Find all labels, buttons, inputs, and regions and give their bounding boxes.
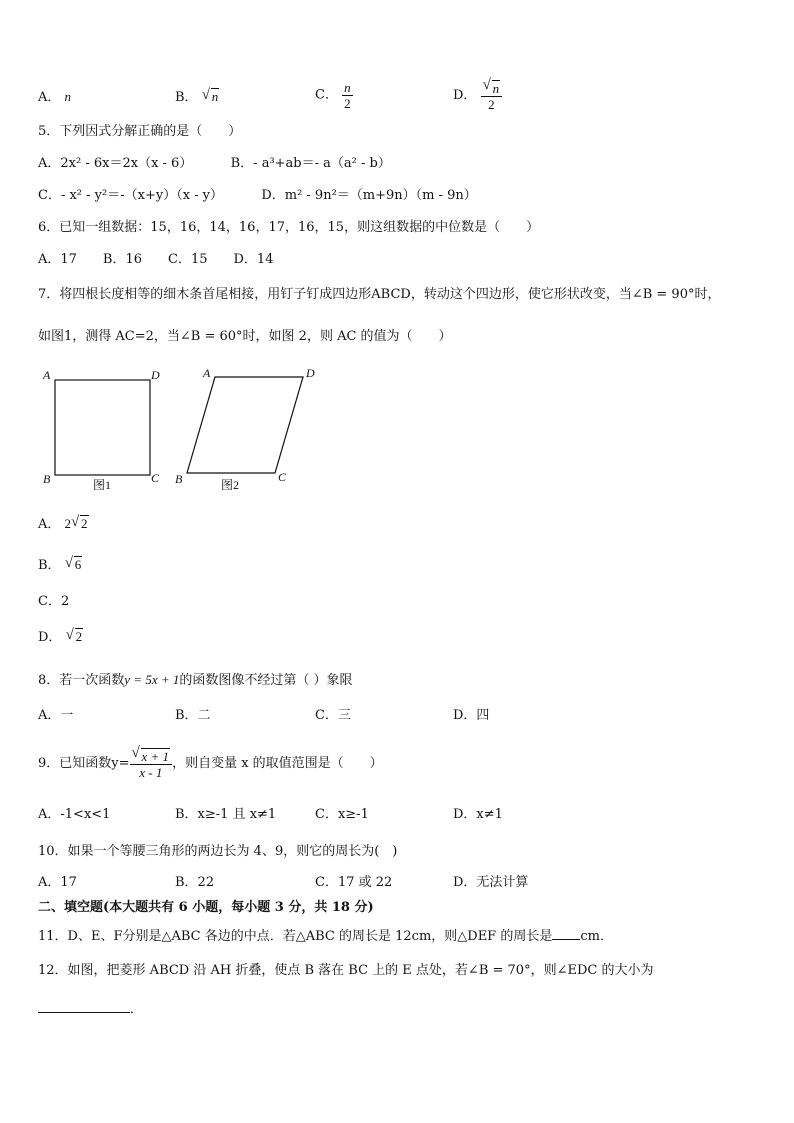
denominator: 2: [488, 97, 495, 112]
q12-stem: 12．如图，把菱形 ABCD 沿 AH 折叠，使点 B 落在 BC 上的 E 点处，若∠B = 70°，则∠EDC 的大小为: [38, 963, 654, 978]
q9-stem-pre: 9．已知函数y=: [38, 756, 130, 771]
q8-stem-post: 的函数图像不经过第（ ）象限: [179, 673, 353, 688]
q7-figures: [38, 365, 328, 495]
q7-stem-line1: 7．将四根长度相等的细木条首尾相接，用钉子钉成四边形ABCD，转动这个四边形，使它形状改变，当∠B = 90°时，: [38, 287, 721, 302]
option-label: B．: [175, 90, 198, 105]
fig2-vertex-c: C: [278, 470, 287, 484]
answer-blank[interactable]: [38, 1000, 130, 1013]
option-label: D．: [38, 630, 62, 645]
fig2-rhombus: [187, 377, 303, 473]
fig2-vertex-b: B: [175, 472, 183, 486]
fraction: [342, 80, 353, 111]
answer-blank[interactable]: [552, 927, 580, 940]
sqrt: √ 6: [64, 555, 82, 572]
fig1-vertex-b: B: [43, 472, 51, 486]
numerator: [481, 77, 503, 97]
q5-option-d: D．m² - 9n²＝（m+9n）（m - 9n）: [261, 188, 477, 203]
q7-option-b: [38, 556, 82, 575]
option-math: n: [64, 89, 72, 104]
numerator: n: [344, 80, 351, 95]
radicand: n: [492, 81, 500, 96]
q5-option-c: C．- x² - y²＝-（x+y）（x - y）: [38, 188, 224, 203]
q8-option-c: C．三: [315, 708, 351, 723]
q9-fraction: [130, 744, 173, 780]
fig2-vertex-d: D: [306, 366, 315, 380]
option-label: B．: [38, 558, 61, 573]
q8-option-a: A．一: [38, 708, 74, 723]
coefficient: 2: [64, 516, 72, 531]
option-label: C．: [315, 87, 338, 103]
fig1-vertex-d: D: [151, 368, 160, 382]
numerator: [130, 744, 173, 765]
q8-option-d: D．四: [453, 708, 490, 723]
radicand: 6: [74, 557, 82, 572]
radicand: 2: [75, 629, 83, 644]
sqrt: √ x + 1: [131, 744, 170, 764]
fig1-caption: 图1: [93, 478, 112, 492]
q11-stem-post: cm．: [580, 929, 613, 944]
sqrt: √ n: [201, 87, 219, 104]
q11-stem-pre: 11．D、E、F分别是△ABC 各边的中点．若△ABC 的周长是 12cm，则△DEF 的周长是: [38, 929, 553, 944]
sqrt: √ 2: [71, 514, 88, 531]
q9-option-a: A．-1<x<1: [38, 807, 111, 822]
radicand: 2: [81, 516, 88, 531]
q4-option-d: [453, 77, 502, 112]
q5-stem: 5．下列因式分解正确的是（ ）: [38, 124, 242, 139]
option-label: A．: [38, 517, 61, 532]
q7-option-c: C．2: [38, 594, 70, 609]
q5-options-row1: [38, 155, 391, 173]
q4-option-b: [175, 88, 219, 107]
q11-stem: [38, 927, 613, 946]
denominator: 2: [344, 96, 351, 111]
section-title: 二、填空题(本大题共有 6 小题，每小题 3 分，共 18 分): [38, 900, 374, 915]
radicand: x + 1: [141, 748, 170, 764]
fig2-caption: 图2: [221, 478, 240, 492]
q12-tail: ．: [130, 1002, 144, 1017]
sqrt: √ n: [482, 77, 500, 96]
q10-option-d: D．无法计算: [453, 875, 529, 890]
fig2-vertex-a: A: [203, 366, 211, 380]
sqrt: √ 2: [65, 627, 83, 644]
q7-option-d: [38, 628, 83, 647]
fig1-vertex-a: A: [43, 368, 51, 382]
q6-options: A．17 B．16 C．15 D．14: [38, 252, 274, 267]
q9-option-c: C．x≥-1: [315, 807, 369, 822]
q7-stem-line2: 如图1，测得 AC=2，当∠B = 60°时，如图 2，则 AC 的值为（ ）: [38, 329, 452, 344]
q5-option-a: A．2x² - 6x＝2x（x - 6）: [38, 156, 193, 171]
q5-option-b: B．- a³+ab＝- a（a² - b）: [230, 156, 391, 171]
fig1-square: [55, 380, 150, 475]
q12-answer-line: [38, 1000, 143, 1019]
q8-formula: y = 5x + 1: [124, 672, 180, 687]
q8-stem-pre: 8．若一次函数: [38, 673, 125, 688]
fig1-vertex-c: C: [151, 471, 160, 485]
q6-stem: 6．已知一组数据：15，16，14，16，17，16，15，则这组数据的中位数是（ ）: [38, 220, 540, 235]
q9-stem: [38, 744, 383, 784]
q7-option-a: [38, 515, 89, 534]
q9-option-b: B．x≥-1 且 x≠1: [175, 807, 277, 822]
q8-stem: [38, 671, 353, 690]
q9-stem-post: ，则自变量 x 的取值范围是（ ）: [172, 756, 383, 771]
q10-stem: 10．如果一个等腰三角形的两边长为 4、9，则它的周长为( ): [38, 844, 398, 859]
option-label: A．: [38, 90, 61, 105]
denominator: x - 1: [139, 764, 163, 780]
radicand: n: [211, 89, 219, 104]
q4-option-a: [38, 88, 71, 107]
q10-option-b: B．22: [175, 875, 215, 890]
option-label: D．: [453, 88, 477, 103]
q4-option-c: [315, 80, 353, 111]
q10-option-c: C．17 或 22: [315, 875, 393, 890]
q8-option-b: B．二: [175, 708, 211, 723]
q5-options-row2: [38, 187, 477, 205]
fraction: [481, 77, 503, 112]
q9-option-d: D．x≠1: [453, 807, 503, 822]
q10-option-a: A．17: [38, 875, 77, 890]
